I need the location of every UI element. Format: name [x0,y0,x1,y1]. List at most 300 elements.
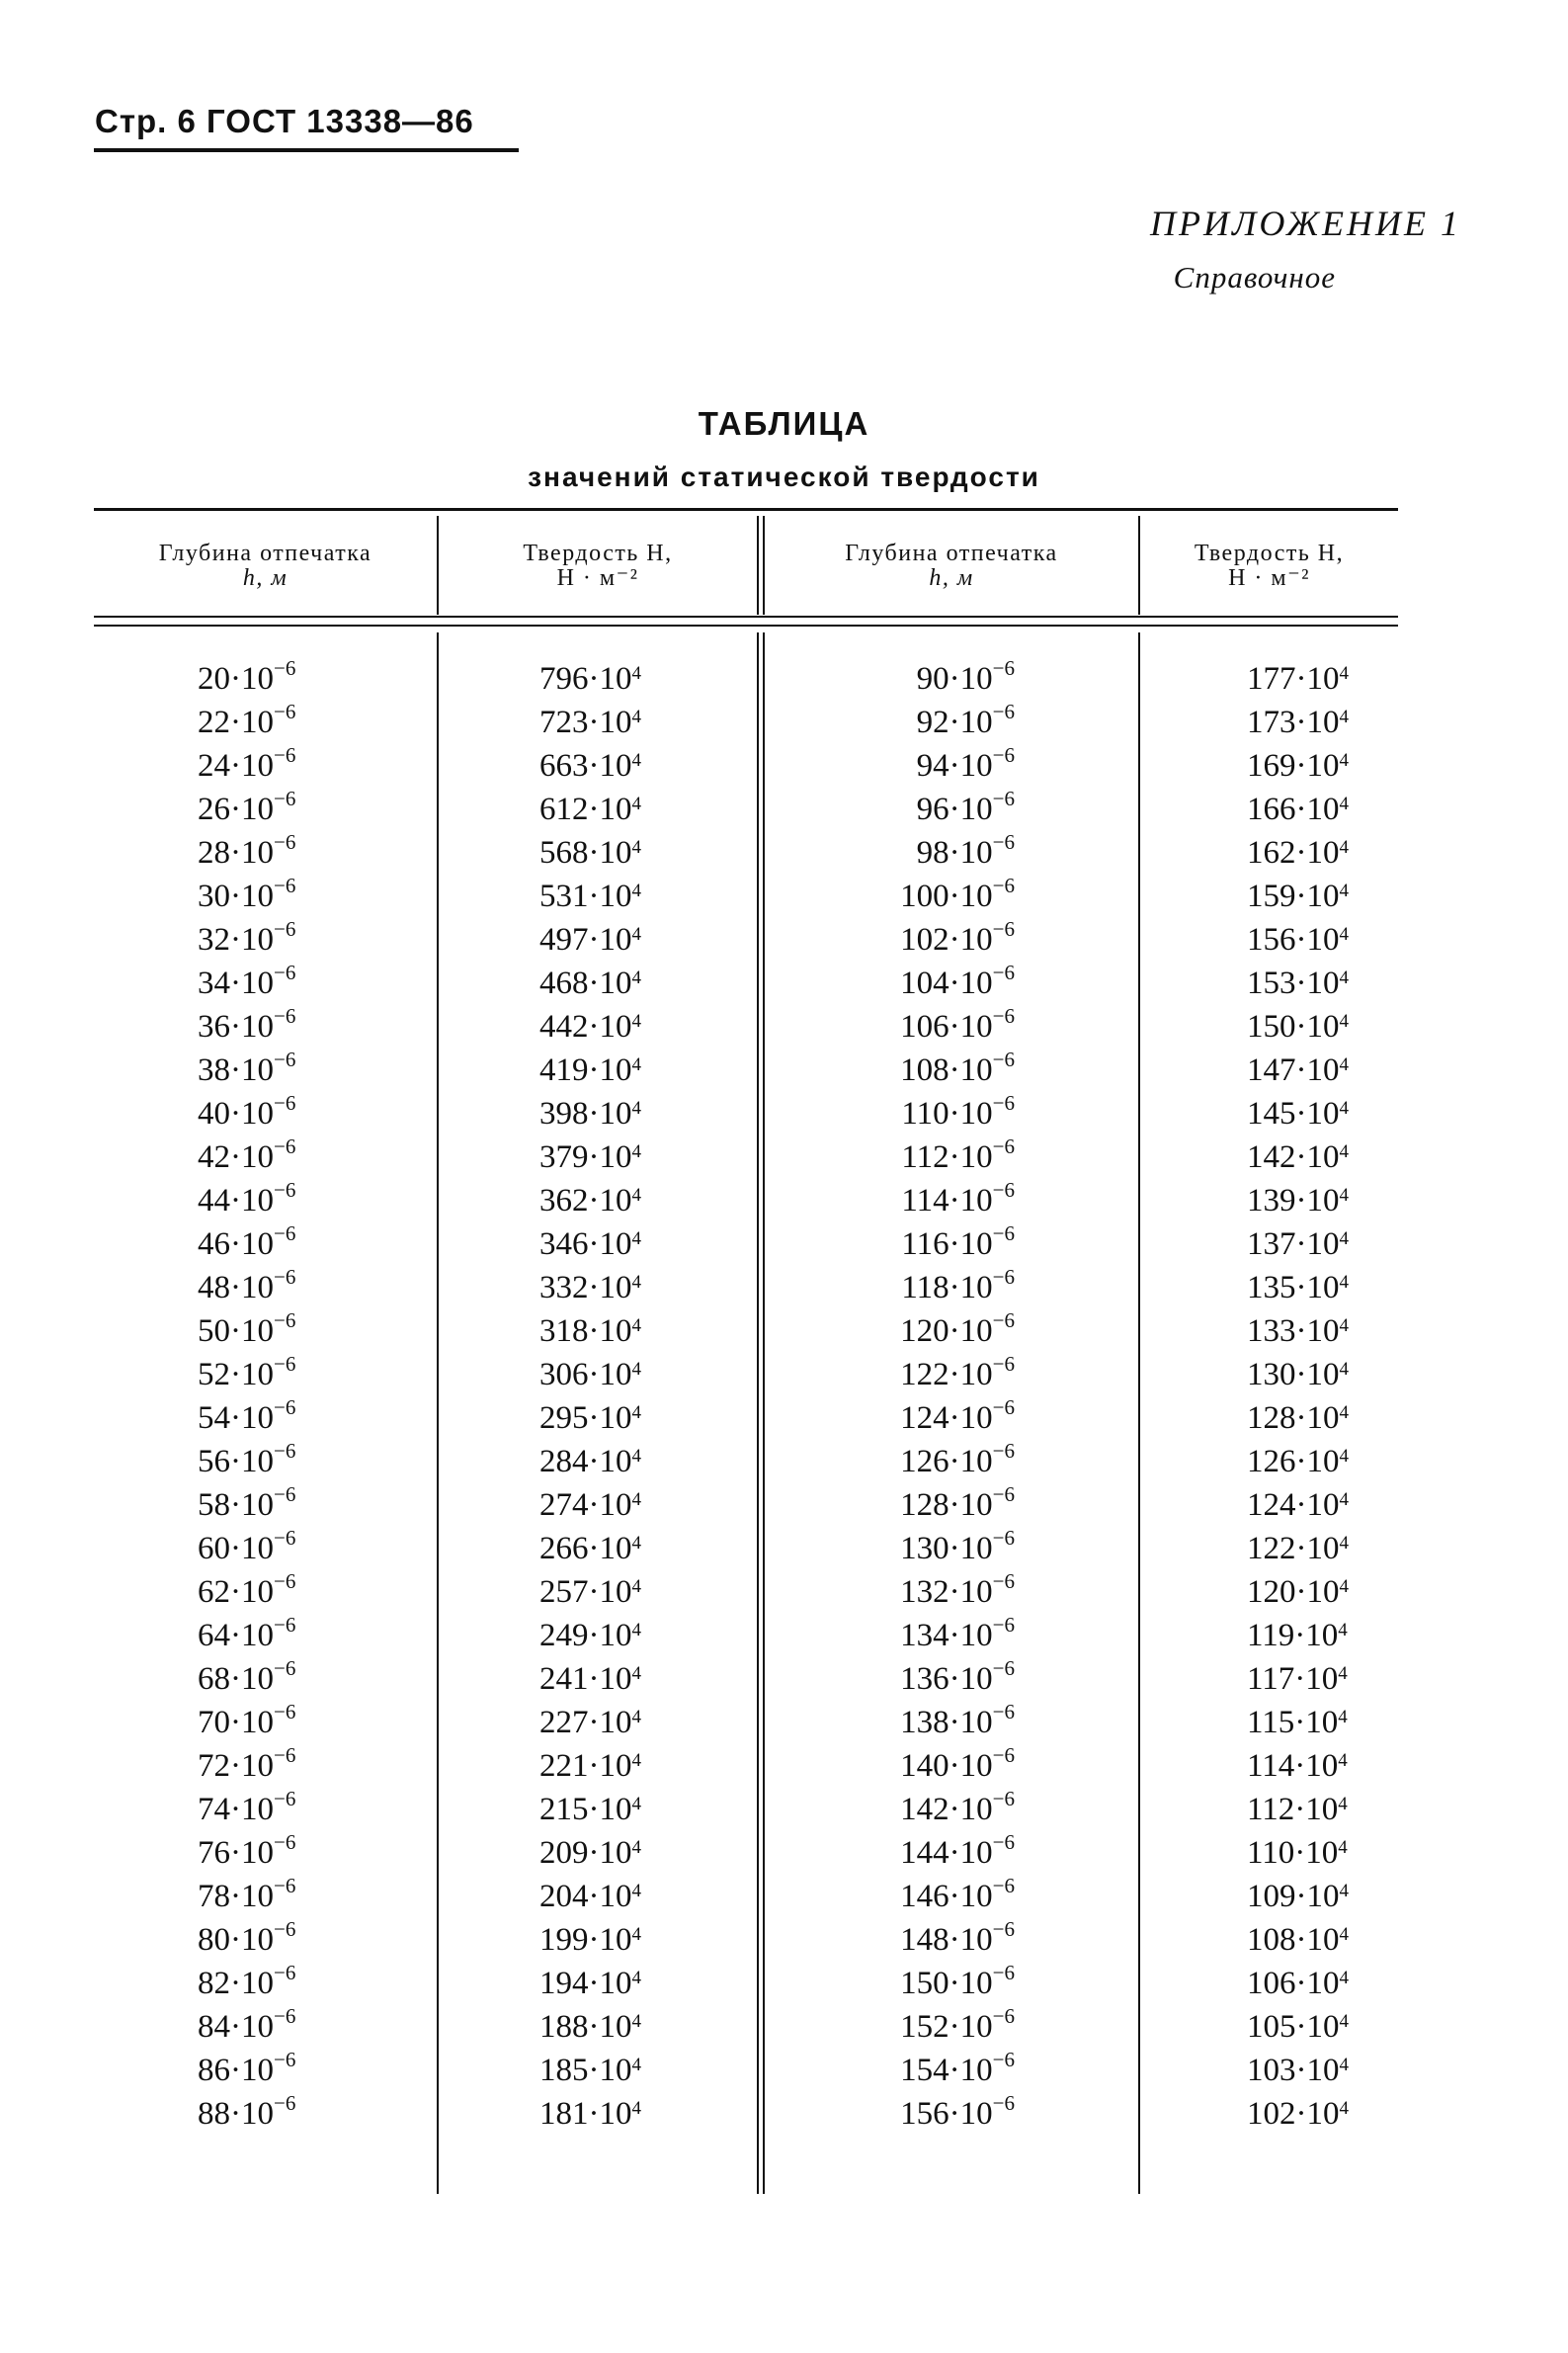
depth-cell [198,831,295,875]
hardness-cell [1247,1309,1349,1353]
hardness-cell [1247,1353,1349,1396]
multiplication-dot: ·10 [949,1618,993,1653]
hardness-cell [539,1005,641,1049]
cell-mantissa: 102 [1247,2096,1296,2132]
cell-mantissa: 221 [539,1748,589,1784]
hardness-cell [1247,875,1349,918]
depth-cell [198,744,295,788]
multiplication-dot: ·10 [1295,1270,1340,1305]
column-header-unit: Н · м⁻² [556,565,639,591]
cell-mantissa: 119 [1247,1618,1295,1653]
cell-mantissa: 150 [900,1966,949,2001]
cell-exponent: −6 [992,1004,1015,1028]
cell-mantissa: 46 [198,1226,230,1262]
cell-exponent: 4 [631,663,641,684]
cell-exponent: 4 [631,707,641,727]
cell-exponent: 4 [1338,1663,1348,1684]
cell-exponent: 4 [1339,1924,1349,1945]
cell-mantissa: 114 [1247,1748,1295,1784]
multiplication-dot: ·10 [230,1096,274,1132]
depth-cell [900,1570,1015,1614]
cell-mantissa: 28 [198,835,230,871]
cell-mantissa: 60 [198,1531,230,1566]
multiplication-dot: ·10 [1295,1444,1340,1479]
multiplication-dot: ·10 [1295,1487,1340,1523]
depth-cell [901,1135,1015,1179]
hardness-cell [539,1701,641,1744]
column-header-label: Твердость H, [523,541,673,566]
depth-cell [900,1396,1015,1440]
hardness-cell [539,1266,641,1309]
cell-exponent: 4 [631,1924,641,1945]
multiplication-dot: ·10 [949,1357,993,1392]
depth-cell [198,1875,295,1918]
cell-mantissa: 100 [900,879,949,914]
depth-cell [198,1483,295,1527]
table-row [0,1092,1568,1135]
cell-mantissa: 74 [198,1792,230,1827]
table-row [0,1266,1568,1309]
depth-cell [917,831,1015,875]
multiplication-dot: ·10 [1295,1922,1340,1958]
cell-mantissa: 52 [198,1357,230,1392]
multiplication-dot: ·10 [949,1052,993,1088]
depth-cell [198,1179,295,1222]
multiplication-dot: ·10 [949,1487,993,1523]
cell-mantissa: 70 [198,1705,230,1740]
table-row [0,1396,1568,1440]
column-header-unit: h, м [242,565,289,591]
depth-cell [900,1049,1015,1092]
cell-mantissa: 62 [198,1574,230,1610]
hardness-cell [1247,1744,1348,1788]
depth-cell [198,1831,295,1875]
cell-mantissa: 169 [1247,748,1296,784]
cell-mantissa: 148 [900,1922,949,1958]
multiplication-dot: ·10 [230,1661,274,1697]
cell-mantissa: 284 [539,1444,589,1479]
cell-mantissa: 156 [1247,922,1296,958]
depth-cell [900,1657,1015,1701]
cell-mantissa: 72 [198,1748,230,1784]
multiplication-dot: ·10 [949,705,993,740]
cell-exponent: −6 [992,874,1015,897]
cell-mantissa: 78 [198,1879,230,1914]
cell-mantissa: 68 [198,1661,230,1697]
multiplication-dot: ·10 [1295,835,1340,871]
cell-exponent: 4 [1339,2055,1349,2075]
multiplication-dot: ·10 [230,1139,274,1175]
hardness-cell [539,657,641,701]
cell-exponent: −6 [992,1048,1015,1071]
cell-exponent: −6 [274,1178,296,1202]
cell-mantissa: 22 [198,705,230,740]
multiplication-dot: ·10 [230,1835,274,1871]
hardness-cell [539,1657,641,1701]
depth-cell [198,1092,295,1135]
multiplication-dot: ·10 [1295,1096,1340,1132]
cell-mantissa: 42 [198,1139,230,1175]
multiplication-dot: ·10 [949,1183,993,1219]
cell-mantissa: 120 [900,1313,949,1349]
cell-mantissa: 159 [1247,879,1296,914]
cell-mantissa: 124 [900,1400,949,1436]
cell-mantissa: 362 [539,1183,589,1219]
cell-exponent: −6 [274,1613,296,1637]
depth-cell [198,1049,295,1092]
cell-exponent: −6 [274,1308,296,1332]
table-row [0,744,1568,788]
cell-mantissa: 139 [1247,1183,1296,1219]
multiplication-dot: ·10 [1295,1183,1340,1219]
cell-exponent: 4 [1339,1881,1349,1901]
cell-exponent: 4 [1338,1794,1348,1814]
cell-mantissa: 796 [539,661,589,697]
cell-mantissa: 120 [1247,1574,1296,1610]
depth-cell [901,1092,1015,1135]
hardness-cell [539,1570,641,1614]
column-header-label: Глубина отпечатка [158,541,372,566]
cell-mantissa: 274 [539,1487,589,1523]
hardness-cell [1247,1962,1349,2005]
depth-cell [900,962,1015,1005]
cell-mantissa: 257 [539,1574,589,1610]
multiplication-dot: ·10 [230,792,274,827]
multiplication-dot: ·10 [588,1313,632,1349]
hardness-cell [539,1614,641,1657]
cell-mantissa: 346 [539,1226,589,1262]
hardness-cell [539,918,641,962]
cell-exponent: 4 [631,1446,641,1467]
cell-exponent: 4 [631,1315,641,1336]
multiplication-dot: ·10 [949,1922,993,1958]
cell-exponent: −6 [992,1526,1015,1550]
multiplication-dot: ·10 [949,1966,993,2001]
cell-exponent: 4 [631,837,641,858]
cell-mantissa: 96 [916,792,949,827]
cell-mantissa: 612 [539,792,589,827]
multiplication-dot: ·10 [1295,2009,1340,2045]
cell-exponent: 4 [1339,1315,1349,1336]
multiplication-dot: ·10 [230,1313,274,1349]
depth-cell [198,788,295,831]
cell-exponent: −6 [992,1743,1015,1767]
cell-mantissa: 50 [198,1313,230,1349]
depth-cell [900,1440,1015,1483]
cell-mantissa: 531 [539,879,589,914]
cell-exponent: 4 [1339,1533,1349,1554]
multiplication-dot: ·10 [588,1879,632,1914]
cell-exponent: −6 [274,1134,296,1158]
cell-mantissa: 379 [539,1139,589,1175]
depth-cell [198,1614,295,1657]
depth-cell [900,875,1015,918]
cell-mantissa: 98 [916,835,949,871]
hardness-cell [539,788,641,831]
cell-exponent: 4 [1339,1185,1349,1206]
multiplication-dot: ·10 [588,705,632,740]
cell-mantissa: 109 [1247,1879,1296,1914]
cell-mantissa: 227 [539,1705,589,1740]
cell-mantissa: 142 [900,1792,949,1827]
cell-exponent: 4 [1338,1837,1348,1858]
cell-mantissa: 144 [900,1835,949,1871]
depth-cell [198,1309,295,1353]
cell-mantissa: 266 [539,1531,589,1566]
multiplication-dot: ·10 [1295,1879,1340,1914]
cell-exponent: −6 [274,1569,296,1593]
hardness-cell [539,1049,641,1092]
cell-exponent: −6 [992,1569,1015,1593]
cell-mantissa: 122 [900,1357,949,1392]
hardness-cell [539,2092,641,2136]
table-row [0,701,1568,744]
multiplication-dot: ·10 [1295,748,1340,784]
cell-mantissa: 142 [1247,1139,1296,1175]
multiplication-dot: ·10 [1295,1226,1340,1262]
depth-cell [900,918,1015,962]
cell-mantissa: 114 [901,1183,949,1219]
depth-cell [900,1788,1015,1831]
depth-cell [900,1831,1015,1875]
multiplication-dot: ·10 [949,1574,993,1610]
table-row [0,2092,1568,2136]
cell-exponent: 4 [1339,794,1349,814]
multiplication-dot: ·10 [230,1183,274,1219]
cell-mantissa: 215 [539,1792,589,1827]
cell-exponent: 4 [631,1750,641,1771]
multiplication-dot: ·10 [230,1922,274,1958]
hardness-cell [1247,1005,1349,1049]
multiplication-dot: ·10 [1295,1009,1340,1045]
cell-exponent: 4 [1339,707,1349,727]
table-row [0,788,1568,831]
cell-mantissa: 115 [1247,1705,1295,1740]
depth-cell [900,2049,1015,2092]
cell-exponent: −6 [274,1352,296,1376]
cell-exponent: −6 [992,700,1015,723]
multiplication-dot: ·10 [588,1139,632,1175]
depth-cell [901,1266,1015,1309]
hardness-cell [1247,1570,1349,1614]
cell-mantissa: 130 [1247,1357,1296,1392]
cell-exponent: 4 [631,794,641,814]
cell-exponent: −6 [274,1656,296,1680]
multiplication-dot: ·10 [588,966,632,1001]
cell-mantissa: 468 [539,966,589,1001]
depth-cell [900,1875,1015,1918]
multiplication-dot: ·10 [949,1705,993,1740]
table-row [0,1788,1568,1831]
multiplication-dot: ·10 [949,1444,993,1479]
depth-cell [198,918,295,962]
multiplication-dot: ·10 [949,792,993,827]
multiplication-dot: ·10 [949,1096,993,1132]
multiplication-dot: ·10 [588,1096,632,1132]
cell-exponent: −6 [992,1439,1015,1463]
hardness-cell [539,701,641,744]
cell-mantissa: 56 [198,1444,230,1479]
multiplication-dot: ·10 [230,661,274,697]
cell-exponent: 4 [631,1272,641,1293]
depth-cell [198,2092,295,2136]
cell-mantissa: 118 [901,1270,949,1305]
cell-mantissa: 103 [1247,2053,1296,2088]
hardness-cell [1247,788,1349,831]
depth-cell [198,1918,295,1962]
cell-mantissa: 20 [198,661,230,697]
cell-exponent: −6 [274,1439,296,1463]
hardness-cell [539,875,641,918]
multiplication-dot: ·10 [588,661,632,697]
hardness-cell [1247,1657,1348,1701]
cell-mantissa: 154 [900,2053,949,2088]
cell-exponent: −6 [274,1091,296,1115]
multiplication-dot: ·10 [588,1444,632,1479]
cell-mantissa: 241 [539,1661,589,1697]
cell-mantissa: 663 [539,748,589,784]
hardness-cell [539,1744,641,1788]
cell-exponent: −6 [992,917,1015,941]
column-header-hardness-1 [439,542,757,591]
multiplication-dot: ·10 [949,1792,993,1827]
multiplication-dot: ·10 [588,1270,632,1305]
cell-exponent: 4 [631,881,641,901]
cell-exponent: −6 [274,1526,296,1550]
hardness-cell [539,1135,641,1179]
cell-exponent: 4 [1339,2011,1349,2032]
hardness-cell [1247,1831,1348,1875]
hardness-cell [539,1309,641,1353]
hardness-cell [539,1918,641,1962]
cell-exponent: 4 [1338,1620,1348,1640]
cell-exponent: 4 [1339,1272,1349,1293]
multiplication-dot: ·10 [1295,1357,1340,1392]
multiplication-dot: ·10 [230,1879,274,1914]
table-header-rule [94,616,1398,618]
multiplication-dot: ·10 [949,2053,993,2088]
cell-exponent: 4 [1339,1576,1349,1597]
depth-cell [900,1353,1015,1396]
hardness-cell [539,1353,641,1396]
hardness-cell [1247,2049,1349,2092]
hardness-cell [1247,1875,1349,1918]
cell-exponent: −6 [992,1352,1015,1376]
cell-exponent: −6 [992,1395,1015,1419]
multiplication-dot: ·10 [1295,2096,1340,2132]
cell-mantissa: 76 [198,1835,230,1871]
hardness-cell [1247,1092,1349,1135]
table-caption: значений статической твердости [528,462,1040,492]
depth-cell [198,657,295,701]
table-header-rule-double [94,625,1398,627]
cell-exponent: −6 [274,830,296,854]
cell-exponent: 4 [631,1707,641,1727]
cell-exponent: −6 [992,1700,1015,1723]
cell-exponent: 4 [631,1098,641,1119]
cell-exponent: −6 [992,787,1015,810]
cell-exponent: −6 [992,1482,1015,1506]
hardness-cell [1247,1483,1349,1527]
cell-exponent: 4 [1339,1011,1349,1032]
depth-cell [917,744,1015,788]
multiplication-dot: ·10 [230,2009,274,2045]
multiplication-dot: ·10 [949,1009,993,1045]
cell-exponent: −6 [274,1917,296,1941]
cell-exponent: −6 [992,1613,1015,1637]
hardness-cell [1247,1527,1349,1570]
table-row [0,1831,1568,1875]
cell-exponent: 4 [631,967,641,988]
hardness-cell [539,1962,641,2005]
cell-exponent: −6 [992,1221,1015,1245]
multiplication-dot: ·10 [1294,1748,1339,1784]
table-row [0,2005,1568,2049]
multiplication-dot: ·10 [949,1835,993,1871]
multiplication-dot: ·10 [949,2096,993,2132]
multiplication-dot: ·10 [588,1226,632,1262]
table-row [0,1875,1568,1918]
cell-mantissa: 58 [198,1487,230,1523]
table-row [0,1440,1568,1483]
hardness-cell [539,1179,641,1222]
multiplication-dot: ·10 [1294,1661,1339,1697]
cell-exponent: −6 [992,1874,1015,1897]
cell-exponent: 4 [1339,1141,1349,1162]
multiplication-dot: ·10 [588,1487,632,1523]
depth-cell [198,1657,295,1701]
column-header-hardness-2 [1140,542,1398,591]
hardness-cell [539,1875,641,1918]
cell-exponent: 4 [631,1185,641,1206]
appendix-title: ПРИЛОЖЕНИЕ 1 [1150,204,1461,243]
depth-cell [198,2049,295,2092]
cell-mantissa: 332 [539,1270,589,1305]
multiplication-dot: ·10 [230,1400,274,1436]
depth-cell [198,1788,295,1831]
cell-exponent: 4 [631,1011,641,1032]
cell-exponent: 4 [1339,1228,1349,1249]
column-header-unit: h, м [929,565,974,591]
cell-mantissa: 295 [539,1400,589,1436]
multiplication-dot: ·10 [1294,1618,1339,1653]
multiplication-dot: ·10 [588,922,632,958]
multiplication-dot: ·10 [588,1922,632,1958]
hardness-cell [539,1527,641,1570]
cell-mantissa: 134 [900,1618,949,1653]
appendix-subtitle: Справочное [1173,260,1336,294]
multiplication-dot: ·10 [230,1357,274,1392]
cell-exponent: −6 [274,1743,296,1767]
cell-exponent: −6 [274,874,296,897]
depth-cell [900,1701,1015,1744]
cell-exponent: 4 [631,1576,641,1597]
cell-mantissa: 30 [198,879,230,914]
hardness-cell [539,831,641,875]
cell-mantissa: 136 [900,1661,949,1697]
cell-mantissa: 133 [1247,1313,1296,1349]
depth-cell [900,1527,1015,1570]
cell-mantissa: 398 [539,1096,589,1132]
multiplication-dot: ·10 [230,835,274,871]
cell-exponent: 4 [1339,1054,1349,1075]
cell-mantissa: 146 [900,1879,949,1914]
cell-exponent: 4 [631,1141,641,1162]
running-head: Стр. 6 ГОСТ 13338—86 [95,103,474,139]
table-row [0,1657,1568,1701]
table-row [0,1701,1568,1744]
cell-mantissa: 419 [539,1052,589,1088]
